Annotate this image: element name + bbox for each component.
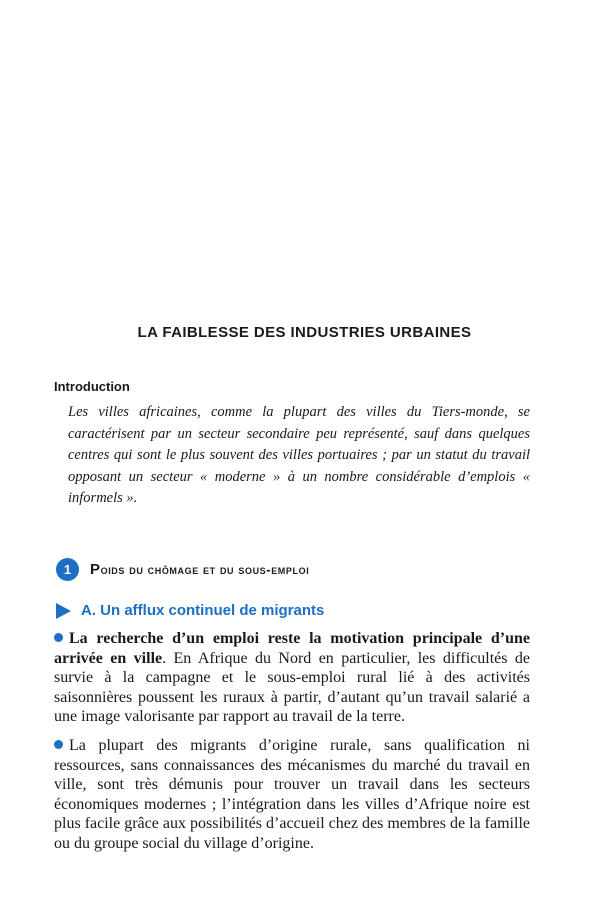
paragraph-2-body: La plupart des migrants d’origine rurale, sans qualification ni ressources, sans connaissances des mécanismes du marché du travail en ville, sont très démunis pour trouver un travail dans les secteurs économiques modernes ; l’intégration dans les villes d’Afrique noire est plus facile grâce aux possibilités d’accueil chez des membres de la famille ou du groupe social du village d’origine.: [54, 737, 530, 852]
bullet-icon: [54, 740, 63, 749]
section-title-rest: oids du chômage et du sous-emploi: [100, 562, 310, 577]
section-title-initial: P: [90, 561, 101, 578]
paragraph-2: [54, 736, 530, 853]
page-title: LA FAIBLESSE DES INDUSTRIES URBAINES: [137, 324, 472, 341]
section-number-badge: 1: [56, 558, 79, 581]
paragraph-1-lead: La recherche d’un emploi reste la motivation principale d’une arrivée en ville: [54, 630, 530, 667]
bullet-icon: [54, 633, 63, 642]
section-header: [56, 558, 309, 581]
subsection-header: [56, 602, 324, 619]
triangle-bullet-icon: [56, 603, 71, 619]
subsection-title: A. Un afflux continuel de migrants: [81, 602, 325, 619]
section-title: [90, 561, 309, 578]
paragraph-1: [54, 629, 530, 727]
paragraph-1-body: . En Afrique du Nord en particulier, les difficultés de survie à la campagne et le sous-emploi rural lié à des activités saisonnières poussent les ruraux à partir, d’autant qu’un travail salarié a une image valorisante par rapport au travail de la terre.: [54, 649, 531, 725]
introduction-heading: Introduction: [54, 379, 130, 394]
introduction-text: Les villes africaines, comme la plupart des villes du Tiers-monde, se caractérisent par un secteur secondaire peu représenté, sauf dans quelques centres qui sont le plus souvent des villes portuaires ; par un statut du travail opposant un secteur « moderne » à un nombre considérable d’emplois « informels ».: [68, 404, 530, 506]
